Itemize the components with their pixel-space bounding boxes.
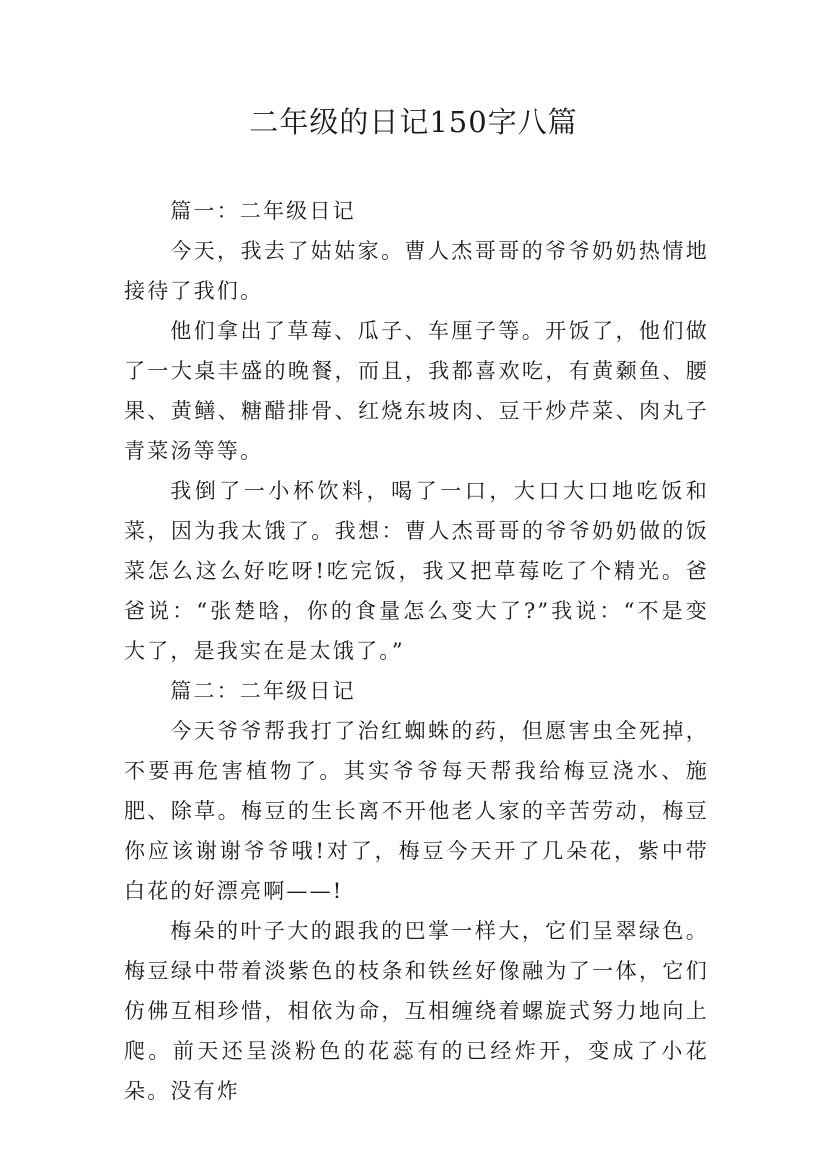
paragraph: 他们拿出了草莓、瓜子、车厘子等。开饭了，他们做了一大桌丰盛的晚餐，而且，我都喜欢吃，有黄颡鱼、腰果、黄鳝、糖醋排骨、红烧东坡肉、豆干炒芹菜、肉丸子青菜汤等等。 xyxy=(124,319,709,463)
paragraph: 梅朵的叶子大的跟我的巴掌一样大，它们呈翠绿色。梅豆绿中带着淡紫色的枝条和铁丝好像融为了一体，它们仿佛互相珍惜，相依为命，互相缠绕着螺旋式努力地向上爬。前天还呈淡粉色的花蕊有的已经炸开，变成了小花朵。没有炸 xyxy=(124,919,709,1103)
page-title: 二年级的日记150字八篇 xyxy=(249,105,578,139)
section-heading: 篇二：二年级日记 xyxy=(170,679,356,703)
section-heading: 篇一：二年级日记 xyxy=(170,199,356,223)
paragraph: 我倒了一小杯饮料，喝了一口，大口大口地吃饭和菜，因为我太饿了。我想：曹人杰哥哥的爷爷奶奶做的饭菜怎么这么好吃呀!吃完饭，我又把草莓吃了个精光。爸爸说：“张楚晗，你的食量怎么变大了?”我说：“不是变大了，是我实在是太饿了。” xyxy=(124,479,709,663)
document-body xyxy=(124,191,709,1111)
paragraph: 今天，我去了姑姑家。曹人杰哥哥的爷爷奶奶热情地接待了我们。 xyxy=(124,239,709,303)
paragraph: 今天爷爷帮我打了治红蜘蛛的药，但愿害虫全死掉，不要再危害植物了。其实爷爷每天帮我给梅豆浇水、施肥、除草。梅豆的生长离不开他老人家的辛苦劳动，梅豆你应该谢谢爷爷哦!对了，梅豆今天开了几朵花，紫中带白花的好漂亮啊——! xyxy=(124,719,709,903)
